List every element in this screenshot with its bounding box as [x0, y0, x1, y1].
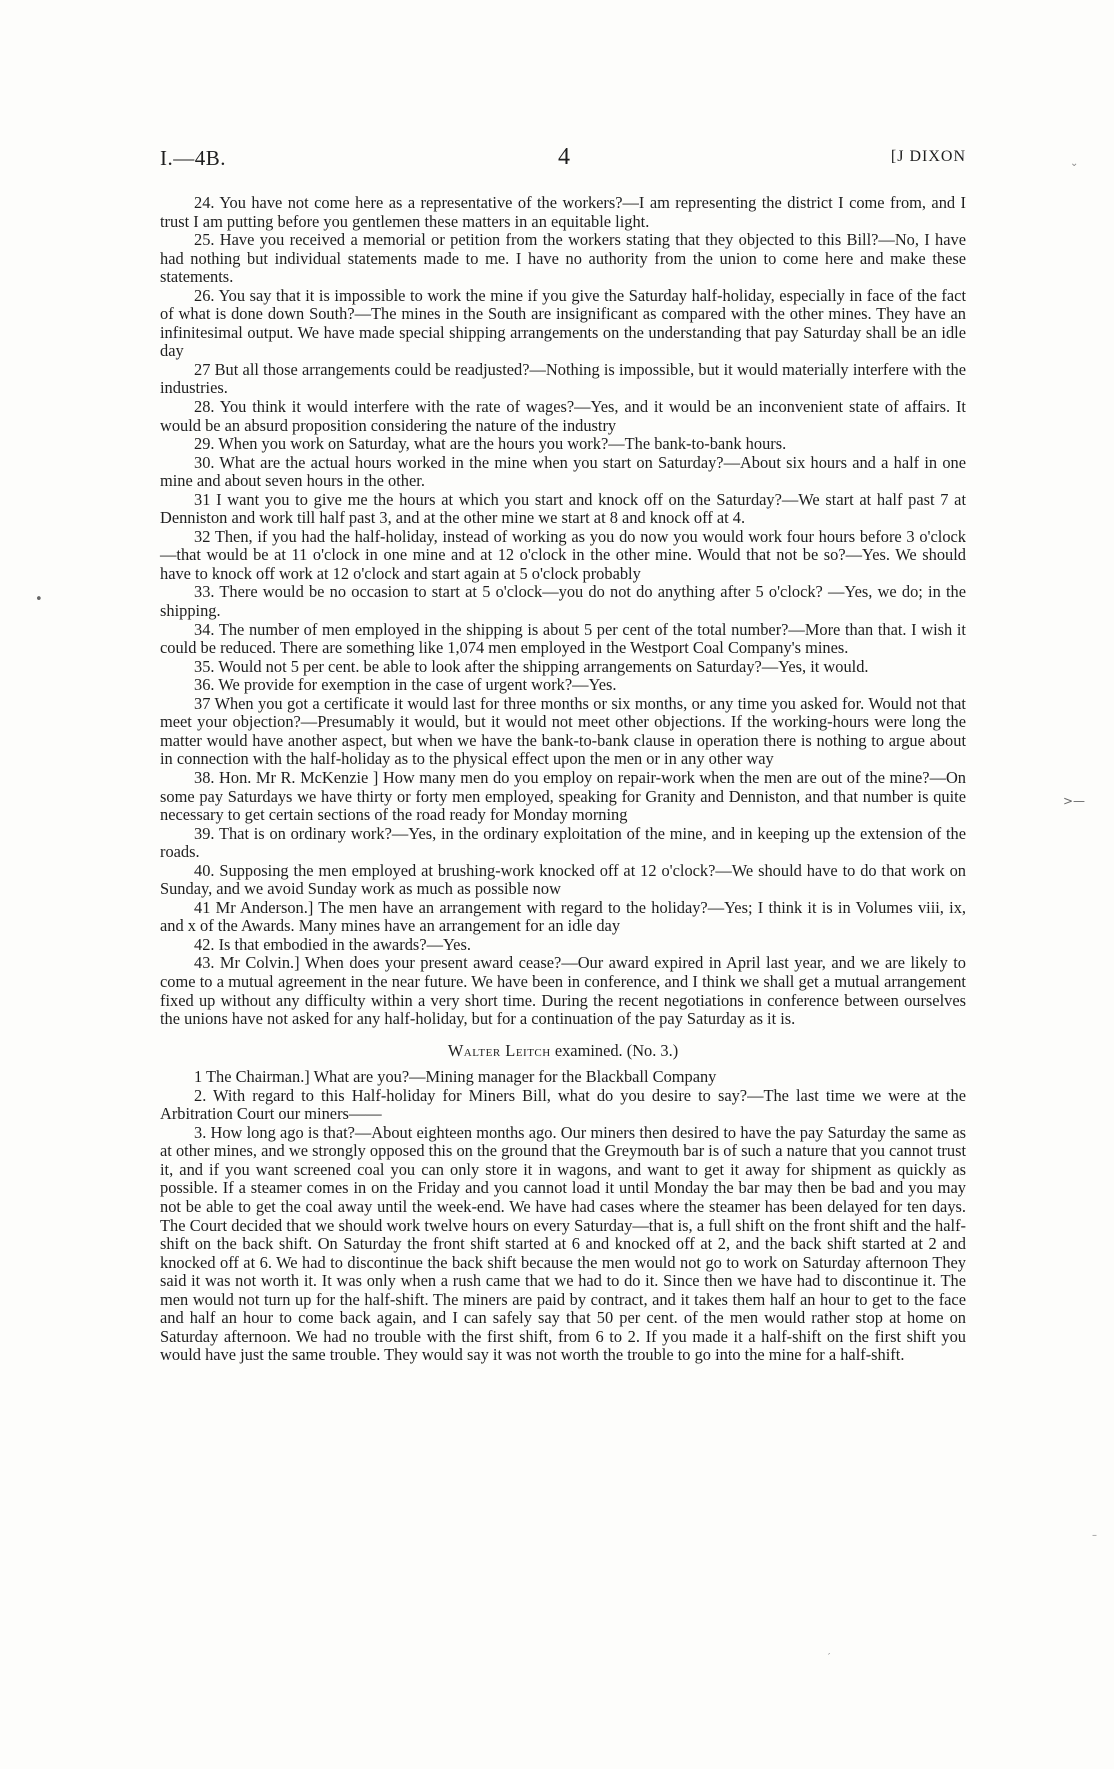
testimony-body — [160, 194, 966, 1365]
paragraph-42: 42. Is that embodied in the awards?—Yes. — [194, 934, 471, 954]
paragraph-31: 31 I want you to give me the hours at which you start and knock off on the Saturday?—We start at half past 7 at Denniston and work till half past 3, and at the other mine we start at 8 and knock off at 4. — [160, 489, 966, 528]
leitch-paragraph-3: 3. How long ago is that?—About eighteen months ago. Our miners then desired to have the pay Saturday the same as at other mines, and we strongly opposed this on the ground that the Greymouth bar is of such a nature that you cannot trust it, and if you want screened coal you can only store it in wagons, and want to get it away for shipment as quickly as possible. If a steamer comes in on the Friday and you cannot load it until Monday the bar may then be bad and you may not be able to get the coal away until the week-end. We have had cases where the steamer has been delayed for ten days. The Court decided that we should work twelve hours on every Saturday—that is, a full shift on the front shift and the half-shift on the back shift. On Saturday the front shift started at 6 and knocked off at 2, and the back shift started at 2 and knocked off at 6. We had to discontinue the back shift because the men would not go to work on Saturday afternoon They said it was not worth it. It was only when a rush came that we had to do it. Since then we have had to discontinue it. The men would not turn up for the half-shift. The miners are paid by contract, and it takes them half an hour to get to the face and half an hour to come back again, and I can safely say that 50 per cent. of the men would rather stop at home on Saturday afternoon. We had no trouble with the first shift, from 6 to 2. If you made it a half-shift on the first shift you would have just the same trouble. They would say it was not worth the trouble to go into the mine for a half-shift. — [160, 1122, 966, 1365]
paragraph-41: 41 Mr Anderson.] The men have an arrangement with regard to the holiday?—Yes; I think it is in Volumes viii, ix, and x of the Awards. Many mines have an arrangement for an idle day — [160, 897, 966, 936]
paragraph-37: 37 When you got a certificate it would last for three months or six months, or any time you asked for. Would not that meet your objection?—Presumably it would, but it would not meet other objections. If the working-hours were long the matter would have another aspect, but when we have the bank-to-bank clause in operation there is nothing to argue about in connection with the half-holiday as to the physical effect upon the men or in any other way — [160, 693, 966, 769]
leitch-paragraph-1: 1 The Chairman.] What are you?—Mining manager for the Blackball Company — [194, 1067, 717, 1087]
paragraph-27: 27 But all those arrangements could be readjusted?—Nothing is impossible, but it would materially interfere with the industries. — [160, 359, 966, 398]
page-number: 4 — [558, 144, 570, 170]
paragraph-29: 29. When you work on Saturday, what are the hours you work?—The bank-to-bank hours. — [194, 434, 787, 454]
witness-name: Walter Leitch — [447, 1040, 551, 1060]
paragraph-40: 40. Supposing the men employed at brushing-work knocked off at 12 o'clock?—We should have to do that work on Sunday, and we avoid Sunday work as much as possible now — [160, 860, 966, 899]
page-header — [160, 146, 966, 176]
paragraph-33: 33. There would be no occasion to start at 5 o'clock—you do not do anything after 5 o'clock? —Yes, we do; in the shipping. — [160, 582, 966, 621]
paragraph-36: 36. We provide for exemption in the case of urgent work?—Yes. — [194, 675, 617, 695]
paragraph-39: 39. That is on ordinary work?—Yes, in the ordinary exploitation of the mine, and in keeping up the extension of the roads. — [160, 823, 966, 862]
margin-tick-top-right: ⌄ — [1070, 158, 1079, 169]
leitch-paragraph-2: 2. With regard to this Half-holiday for Miners Bill, what do you desire to say?—The last time we were at the Arbitration Court our miners—— — [160, 1085, 966, 1124]
margin-arrow-mark: >— — [1063, 794, 1086, 808]
paragraph-34: 34. The number of men employed in the shipping is about 5 per cent of the total number?—More than that. I wish it could be reduced. There are something like 1,074 men employed in the Westport Coal Company's mines. — [160, 619, 966, 658]
section-heading-rest: examined. (No. 3.) — [554, 1040, 679, 1060]
margin-tick-right: – — [1092, 1530, 1097, 1541]
paragraph-30: 30. What are the actual hours worked in the mine when you start on Saturday?—About six hours and a half in one mine and about seven hours in the other. — [160, 452, 966, 491]
witness-section-heading — [160, 1042, 966, 1061]
paragraph-43: 43. Mr Colvin.] When does your present award cease?—Our award expired in April last year, and we are likely to come to a mutual agreement in the near future. We have been in conference, and I think we shall get a mutual arrangement fixed up without any difficulty within a very short time. During the recent negotiations in conference between ourselves the unions have not asked for any half-holiday, but for a continuation of the pay Saturday as it is. — [160, 953, 966, 1029]
paragraph-35: 35. Would not 5 per cent. be able to look after the shipping arrangements on Saturday?—Yes, it would. — [194, 656, 869, 676]
paragraph-26: 26. You say that it is impossible to work the mine if you give the Saturday half-holiday, especially in face of the fact of what is done down South?—The mines in the South are insignificant as compared with the other mines. They have an infinitesimal output. We have made special shipping arrangements on the understanding that pay Saturday shall be an idle day — [160, 285, 966, 361]
margin-dot: • — [35, 592, 43, 607]
margin-tick-bottom: ′ — [828, 1652, 831, 1663]
paragraph-32: 32 Then, if you had the half-holiday, instead of working as you do now you would work four hours before 3 o'clock—that would be at 11 o'clock in one mine and at 12 o'clock in the other mine. Would that not be so?—Yes. We should have to knock off work at 12 o'clock and start again at 5 o'clock probably — [160, 526, 966, 583]
paragraph-24: 24. You have not come here as a representative of the workers?—I am representing the district I come from, and I trust I am putting before you gentlemen these matters in an equitable light. — [160, 193, 966, 231]
parliamentary-paper-reference: I.—4B. — [160, 146, 226, 170]
paragraph-25: 25. Have you received a memorial or petition from the workers stating that they objected to this Bill?—No, I have had nothing but individual statements made to me. I have no authority from the union to come here and make these statements. — [160, 230, 966, 287]
witness-running-head: [J DIXON — [890, 148, 966, 165]
paragraph-38: 38. Hon. Mr R. McKenzie ] How many men do you employ on repair-work when the men are out of the mine?—On some pay Saturdays we have thirty or forty men employed, speaking for Granity and Denniston, and that number is quite necessary to get certain sections of the road ready for Monday morning — [160, 767, 966, 825]
paragraph-28: 28. You think it would interfere with the rate of wages?—Yes, and it would be an inconvenient state of affairs. It would be an absurd proposition considering the nature of the industry — [160, 397, 966, 435]
